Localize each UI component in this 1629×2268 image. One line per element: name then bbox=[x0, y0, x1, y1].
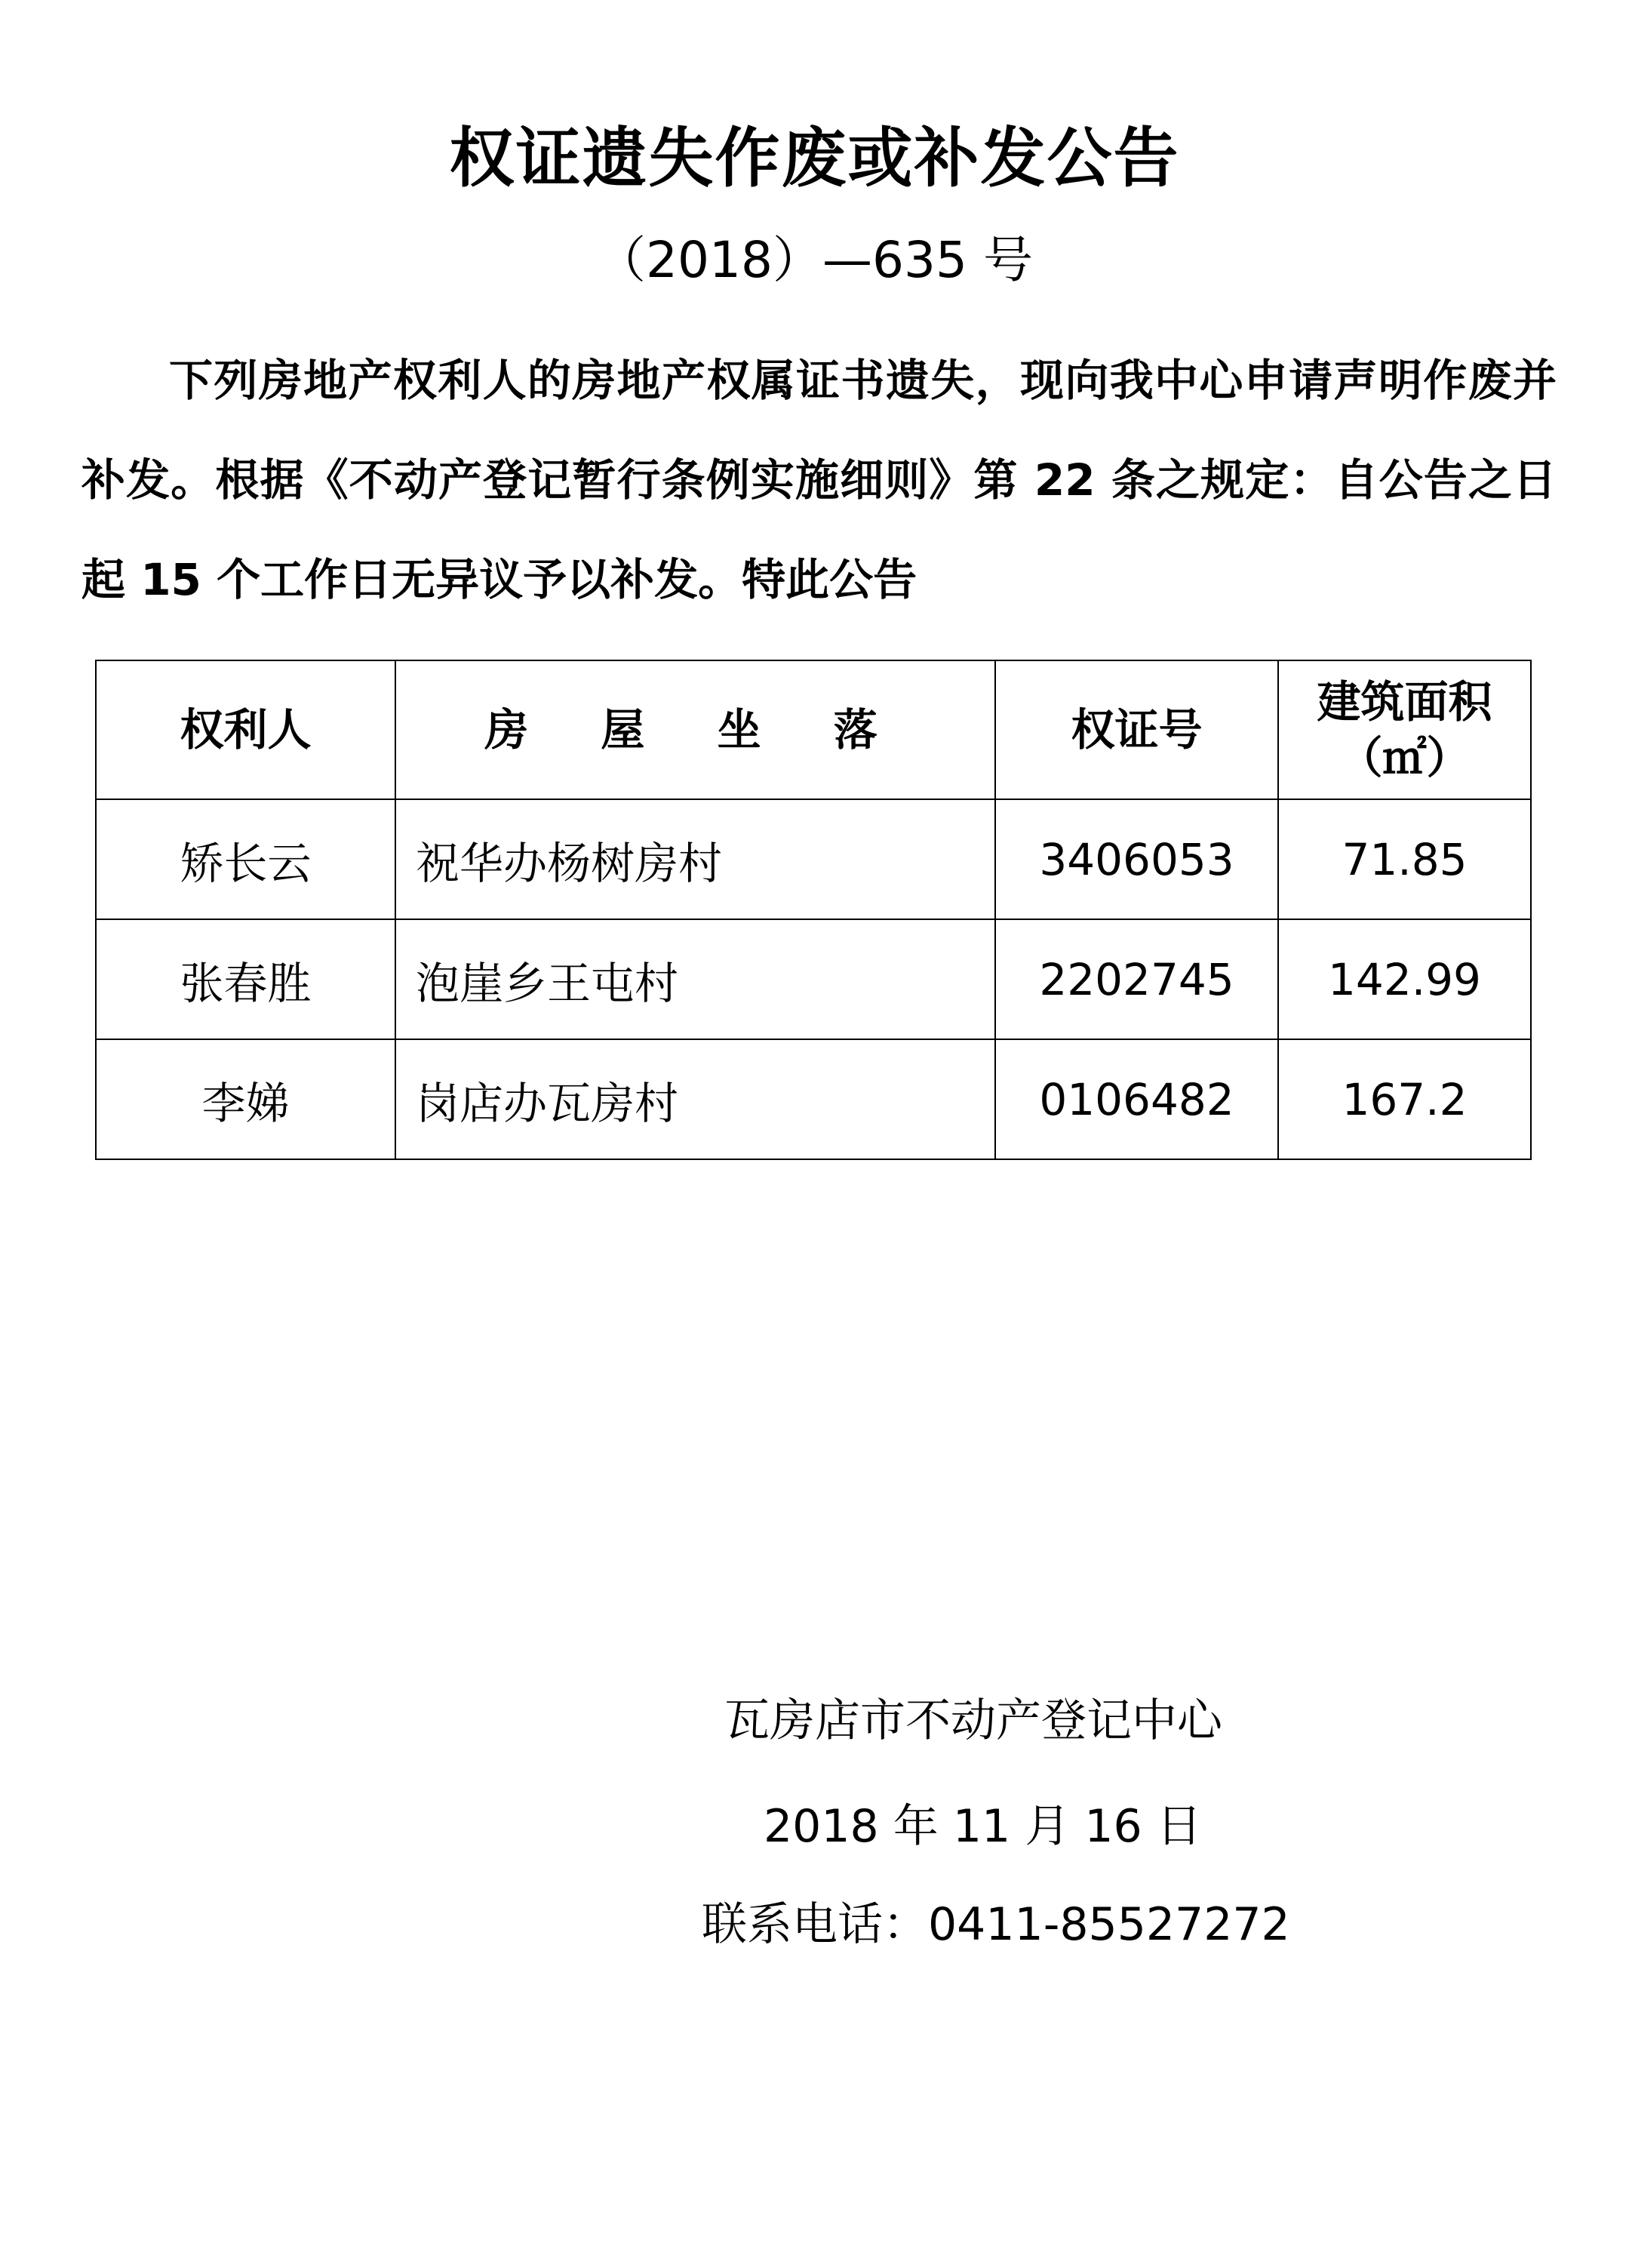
cell-cert-number: 3406053 bbox=[995, 799, 1278, 919]
cell-holder: 矫长云 bbox=[96, 799, 395, 919]
cell-holder: 张春胜 bbox=[96, 919, 395, 1039]
cell-address: 岗店办瓦房村 bbox=[395, 1039, 995, 1159]
table-header-row bbox=[96, 660, 1531, 799]
header-area-label: 建筑面积 bbox=[1317, 676, 1492, 728]
cell-holder: 李娣 bbox=[96, 1039, 395, 1159]
table-row bbox=[96, 1039, 1531, 1159]
header-address bbox=[395, 660, 995, 799]
header-area-unit: （㎡） bbox=[1339, 732, 1471, 783]
lost-certificate-table bbox=[95, 660, 1532, 1160]
cell-cert-number: 0106482 bbox=[995, 1039, 1278, 1159]
cell-area: 71.85 bbox=[1278, 799, 1531, 919]
table-row bbox=[96, 799, 1531, 919]
contact-phone: 联系电话：0411-85527272 bbox=[702, 1898, 1290, 1951]
table-row bbox=[96, 919, 1531, 1039]
issuing-organization: 瓦房店市不动产登记中心 bbox=[724, 1694, 1222, 1747]
cell-address: 祝华办杨树房村 bbox=[395, 799, 995, 919]
notice-title: 权证遗失作废或补发公告 bbox=[449, 121, 1180, 196]
cell-address: 泡崖乡王屯村 bbox=[395, 919, 995, 1039]
issue-date: 2018 年 11 月 16 日 bbox=[764, 1800, 1202, 1853]
cell-area: 142.99 bbox=[1278, 919, 1531, 1039]
cell-cert-number: 2202745 bbox=[995, 919, 1278, 1039]
header-holder: 权利人 bbox=[96, 660, 395, 799]
notice-body: 下列房地产权利人的房地产权属证书遗失，现向我中心申请声明作废并补发。根据《不动产登记暂行条例实施细则》第 22 条之规定：自公告之日起 15 个工作日无异议予以补发。特此公告 bbox=[81, 355, 1557, 605]
header-cert-number: 权证号 bbox=[995, 660, 1278, 799]
header-address-label: 房 屋 坐 落 bbox=[484, 704, 906, 755]
notice-number: （2018）—635 号 bbox=[596, 231, 1033, 289]
header-area bbox=[1278, 660, 1531, 799]
lost-certificate-table-wrapper bbox=[95, 660, 1532, 1160]
cell-area: 167.2 bbox=[1278, 1039, 1531, 1159]
